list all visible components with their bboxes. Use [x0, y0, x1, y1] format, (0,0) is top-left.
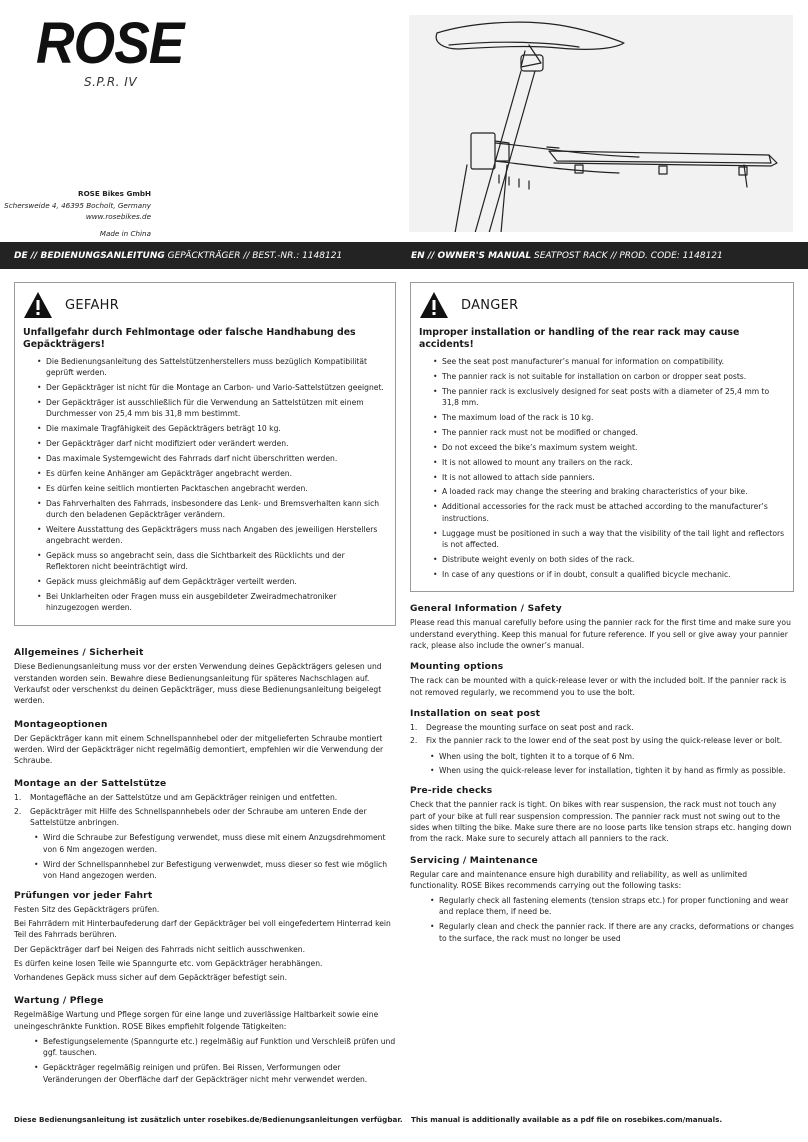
install-sub-list-de — [28, 832, 396, 881]
step-text: Fix the pannier rack to the lower end of the seat post by using the quick-release lever or bolt. — [426, 736, 783, 746]
warning-item: • Es dürfen keine seitlich montierten Packtaschen angebracht werden. — [37, 483, 387, 494]
made-in: Made in China — [99, 228, 151, 238]
heading-checks-en: Pre-ride checks — [410, 786, 493, 797]
model-name: S.P.R. IV — [84, 75, 138, 89]
step-number: 1. — [410, 722, 418, 732]
warning-header-en — [419, 290, 785, 320]
install-steps-de — [14, 792, 396, 828]
install-sub-item: • Wird der Schnellspannhebel zur Befestigung verwenwdet, muss dieser so fest wie möglich von Hand angezogen werden. — [34, 859, 396, 882]
install-step — [410, 722, 794, 733]
brand-logo: ROSE — [36, 11, 184, 76]
check-item: Festen Sitz des Gepäckträgers prüfen. — [14, 904, 160, 914]
title-de-bold: DE // BEDIENUNGSANLEITUNG — [14, 251, 165, 261]
warning-item: • Gepäck muss so angebracht sein, dass die Sichtbarkeit des Rücklichts und der Reflektoren nicht beeinträchtigt wird. — [37, 550, 387, 573]
step-number: 2. — [14, 806, 22, 816]
text-general-de: Diese Bedienungsanleitung muss vor der ersten Verwendung deines Gepäckträgers gelesen und verstanden worden sein. Bewahre diese Bedienungsanleitung für späteres Nachschlagen auf. Verkaufst oder verschenkst du deinen Gepäckträger, muss diese Bedienungsanleitung beigelegt werden. — [14, 662, 382, 706]
warning-item: • Luggage must be positioned in such a way that the visibility of the tail light and reflectors is not affected. — [433, 528, 785, 551]
warning-subtitle-de: Unfallgefahr durch Fehlmontage oder falsche Handhabung des Gepäckträgers! — [23, 327, 356, 350]
care-item: • Regularly check all fastening elements (tension straps etc.) for proper functioning and wear and replace them, if need be. — [430, 895, 794, 918]
warning-box-en — [410, 282, 794, 592]
warning-title-en: DANGER — [461, 297, 519, 313]
column-english — [410, 282, 794, 947]
warning-subtitle-en: Improper installation or handling of the rear rack may cause accidents! — [419, 327, 740, 350]
text-mount-en: The rack can be mounted with a quick-release lever or with the included bolt. If the pannier rack is not removed regularly, we recommend you to use the bolt. — [410, 676, 787, 697]
warning-item: • The maximum load of the rack is 10 kg. — [433, 412, 785, 423]
footer-en: This manual is additionally available as a pdf file on rosebikes.com/manuals. — [411, 1115, 723, 1124]
warning-item: • Der Gepäckträger ist ausschließlich für die Verwendung an Sattelstützen mit einem Durchmesser von 25,4 mm bis 31,8 mm bestimmt. — [37, 397, 387, 420]
warning-item: • See the seat post manufacturer’s manual for information on compatibility. — [433, 356, 785, 367]
warning-item: • Es dürfen keine Anhänger am Gepäckträger angebracht werden. — [37, 468, 387, 479]
title-de-rest: GEPÄCKTRÄGER // BEST.-NR.: 1148121 — [164, 251, 343, 261]
warning-item: • Die Bedienungsanleitung des Sattelstützenherstellers muss bezüglich Kompatibilität geprüft werden. — [37, 356, 387, 379]
warning-box-de — [14, 282, 396, 626]
warning-list-en — [419, 356, 785, 580]
warning-item: • Do not exceed the bike’s maximum system weight. — [433, 442, 785, 453]
install-steps-en — [410, 722, 794, 747]
heading-care-en: Servicing / Maintenance — [410, 855, 538, 866]
heading-checks-de: Prüfungen vor jeder Fahrt — [14, 890, 153, 901]
check-item: Vorhandenes Gepäck muss sicher auf dem Gepäckträger befestigt sein. — [14, 973, 287, 983]
warning-item: • Distribute weight evenly on both sides of the rack. — [433, 554, 785, 565]
check-item: Bei Fahrrädern mit Hinterbaufederung darf der Gepäckträger bei voll eingefedertem Hinterrad kein Teil des Fahrrads berühren. — [14, 919, 391, 940]
care-list-de — [28, 1036, 396, 1085]
warning-item: • A loaded rack may change the steering and braking characteristics of your bike. — [433, 486, 785, 497]
text-care-de: Regelmäßige Wartung und Pflege sorgen für eine lange und zuverlässige Haltbarkeit sowie eine uneingeschränkte Funktion. ROSE Bikes empfiehlt folgende Tätigkeiten: — [14, 1010, 379, 1031]
company-info — [0, 188, 151, 239]
install-step — [14, 792, 396, 803]
step-number: 2. — [410, 736, 418, 746]
install-sub-list-en — [424, 751, 794, 777]
heading-install-de: Montage an der Sattelstütze — [14, 779, 167, 790]
warning-title-de: GEFAHR — [65, 297, 120, 313]
heading-install-en: Installation on seat post — [410, 708, 541, 719]
install-sub-item: • When using the quick-release lever for installation, tighten it by hand as firmly as possible. — [430, 765, 794, 776]
install-step — [410, 735, 794, 746]
title-bar — [0, 242, 808, 269]
care-list-en — [424, 895, 794, 944]
warning-list-de — [23, 356, 387, 614]
warning-item: • In case of any questions or if in doubt, consult a qualified bicycle mechanic. — [433, 569, 785, 580]
warning-item: • Bei Unklarheiten oder Fragen muss ein ausgebildeter Zweiradmechatroniker hinzugezogen werden. — [37, 591, 387, 614]
warning-item: • Der Gepäckträger ist nicht für die Montage an Carbon- und Vario-Sattelstützen geeignet. — [37, 382, 387, 393]
warning-item: • The pannier rack is exclusively designed for seat posts with a diameter of 25,4 mm to 31,8 mm. — [433, 386, 785, 409]
step-text: Degrease the mounting surface on seat post and rack. — [426, 722, 634, 732]
warning-item: • It is not allowed to mount any trailers on the rack. — [433, 457, 785, 468]
care-item: • Regularly clean and check the pannier rack. If there are any cracks, deformations or changes to the surface, the rack must no longer be used — [430, 921, 794, 944]
heading-general-en: General Information / Safety — [410, 604, 562, 615]
text-general-en: Please read this manual carefully before using the pannier rack for the first time and make sure you understand everything. Keep this manual for future reference. If you sell or give away your pannier rack, please also include the owner’s manual. — [410, 618, 791, 651]
seatpost-rack-drawing — [409, 15, 793, 232]
checks-list-de — [14, 904, 396, 984]
heading-mount-de: Montageoptionen — [14, 719, 108, 730]
text-care-en: Regular care and maintenance ensure high durability and reliability, as well as unlimited functionality. ROSE Bikes recommends carrying out the following tasks: — [410, 869, 748, 890]
install-step — [14, 806, 396, 829]
column-german — [14, 282, 396, 1088]
warning-item: • The pannier rack is not suitable for installation on carbon or dropper seat posts. — [433, 371, 785, 382]
warning-item: • It is not allowed to attach side panniers. — [433, 472, 785, 483]
care-item: • Befestigungselemente (Spanngurte etc.) regelmäßig auf Funktion und Verschleiß prüfen und ggf. tauschen. — [34, 1036, 396, 1059]
title-de — [14, 251, 342, 261]
install-sub-item: • When using the bolt, tighten it to a torque of 6 Nm. — [430, 751, 794, 762]
company-address: Schersweide 4, 46395 Bocholt, Germany — [4, 200, 151, 210]
install-sub-item: • Wird die Schraube zur Befestigung verwendet, muss diese mit einem Anzugsdrehmoment von 6 Nm angezogen werden. — [34, 832, 396, 855]
warning-item: • Das maximale Systemgewicht des Fahrrads darf nicht überschritten werden. — [37, 453, 387, 464]
heading-general-de: Allgemeines / Sicherheit — [14, 648, 144, 659]
warning-item: • The pannier rack must not be modified or changed. — [433, 427, 785, 438]
heading-care-de: Wartung / Pflege — [14, 996, 104, 1007]
warning-header-de — [23, 290, 387, 320]
warning-item: • Gepäck muss gleichmäßig auf dem Gepäckträger verteilt werden. — [37, 576, 387, 587]
text-checks-en: Check that the pannier rack is tight. On bikes with rear suspension, the rack must not touch any part of your bike at full rear suspension compression. The pannier rack must not swing out to the sides when tilting the bike. Make sure there are no loose parts like tension straps etc. hanging down from the rack. Make sure to securely attach all panniers to the rack. — [410, 800, 792, 844]
company-web: www.rosebikes.de — [85, 212, 151, 222]
product-illustration — [409, 15, 793, 232]
step-text: Gepäckträger mit Hilfe des Schnellspannhebels oder der Schraube am unteren Ende der Sattelstütze anbringen. — [30, 806, 367, 828]
heading-mount-en: Mounting options — [410, 662, 504, 673]
step-text: Montagefläche an der Sattelstütze und am Gepäckträger reinigen und entfetten. — [30, 793, 338, 803]
company-name: ROSE Bikes GmbH — [78, 189, 151, 198]
warning-triangle-icon — [419, 291, 449, 319]
text-mount-de: Der Gepäckträger kann mit einem Schnellspannhebel oder der mitgelieferten Schraube montiert werden. Wird der Gepäckträger nicht regelmäßig demontiert, empfehlen wir die Verwendung der Schraube. — [14, 733, 384, 766]
title-en-rest: SEATPOST RACK // PROD. CODE: 1148121 — [531, 251, 723, 261]
warning-item: • Die maximale Tragfähigkeit des Gepäckträgers beträgt 10 kg. — [37, 423, 387, 434]
warning-item: • Weitere Ausstattung des Gepäckträgers muss nach Angaben des jeweiligen Herstellers angebracht werden. — [37, 524, 387, 547]
care-item: • Gepäckträger regelmäßig reinigen und prüfen. Bei Rissen, Verformungen oder Veränderungen der Oberfläche darf der Gepäckträger nicht mehr verwendet werden. — [34, 1062, 396, 1085]
footer-de: Diese Bedienungsanleitung ist zusätzlich unter rosebikes.de/Bedienungsanleitungen verfügbar. — [14, 1115, 403, 1124]
step-number: 1. — [14, 793, 22, 803]
check-item: Es dürfen keine losen Teile wie Spanngurte etc. vom Gepäckträger herabhängen. — [14, 958, 323, 968]
check-item: Der Gepäckträger darf bei Neigen des Fahrrads nicht seitlich ausschwenken. — [14, 944, 305, 954]
warning-item: • Additional accessories for the rack must be attached according to the manufacturer’s instructions. — [433, 501, 785, 524]
title-en-bold: EN // OWNER'S MANUAL — [411, 251, 532, 261]
warning-item: • Der Gepäckträger darf nicht modifiziert oder verändert werden. — [37, 438, 387, 449]
title-en — [411, 251, 723, 261]
warning-triangle-icon — [23, 291, 53, 319]
warning-item: • Das Fahrverhalten des Fahrrads, insbesondere das Lenk- und Bremsverhalten kann sich durch den beladenen Gepäckträger verändern. — [37, 498, 387, 521]
